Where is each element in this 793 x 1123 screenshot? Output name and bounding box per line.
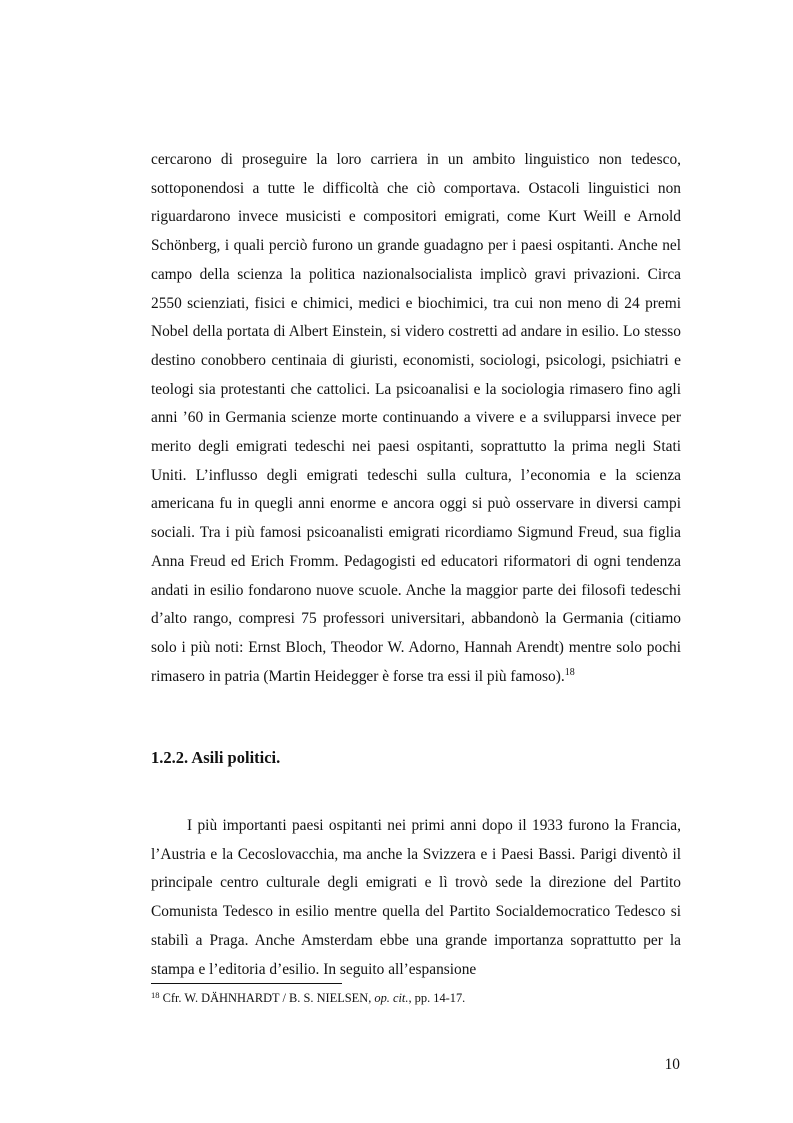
body-paragraph bbox=[151, 146, 681, 691]
section-heading: 1.2.2. Asili politici. bbox=[151, 748, 281, 767]
footnote-pages: , pp. 14-17. bbox=[408, 991, 466, 1005]
footnote-citation-italic: op. cit. bbox=[374, 991, 409, 1005]
page-number: 10 bbox=[664, 1056, 680, 1073]
paragraph-text: cercarono di proseguire la loro carriera in un ambito linguistico non tedesco, sottoponendosi a tutte le difficoltà che ciò comportava. Ostacoli linguistici non riguardarono invece musicisti e compositori emigrati, come Kurt Weill e Arnold Schönberg, i quali perciò furono un grande guadagno per i paesi ospitanti. Anche nel campo della scienza la politica nazionalsocialista implicò gravi privazioni. Circa 2550 scienziati, fisici e chimici, medici e biochimici, tra cui non meno di 24 premi Nobel della portata di Albert Einstein, si videro costretti ad andare in esilio. Lo stesso destino conobbero centinaia di giuristi, economisti, sociologi, psicologi, psichiatri e teologi sia protestanti che cattolici. La psicoanalisi e la sociologia rimasero fino agli anni ’60 in Germania scienze morte continuando a vivere e a svilupparsi invece per merito degli emigrati tedeschi nei paesi ospitanti, soprattutto la prima negli Stati Uniti. L’influsso degli emigrati tedeschi sulla cultura, l’economia e la scienza americana fu in quegli anni enorme e ancora oggi si può osservare in diversi campi sociali. Tra i più famosi psicoanalisti emigrati ricordiamo Sigmund Freud, sua figlia Anna Freud ed Erich Fromm. Pedagogisti ed educatori riformatori di ogni tendenza andati in esilio fondarono nuove scuole. Anche la maggior parte dei filosofi tedeschi d’alto rango, compresi 75 professori universitari, abbandonò la Germania (citiamo solo i più noti: Ernst Bloch, Theodor W. Adorno, Hannah Arendt) mentre solo pochi rimasero in patria (Martin Heidegger è forse tra essi il più famoso). bbox=[151, 151, 681, 685]
body-paragraph bbox=[151, 812, 681, 984]
footnote-separator bbox=[151, 983, 342, 984]
footnote-reference[interactable]: 18 bbox=[564, 666, 575, 678]
footnote-number: 18 bbox=[151, 990, 160, 1000]
footnote bbox=[151, 990, 681, 1006]
paragraph-text: I più importanti paesi ospitanti nei primi anni dopo il 1933 furono la Francia, l’Austria e la Cecoslovacchia, ma anche la Svizzera e i Paesi Bassi. Parigi diventò il principale centro culturale degli emigrati e lì trovò sede la direzione del Partito Comunista Tedesco in esilio mentre quella del Partito Socialdemocratico Tedesco si stabilì a Praga. Anche Amsterdam ebbe una grande importanza soprattutto per la stampa e l’editoria d’esilio. In seguito all’espansione bbox=[151, 817, 681, 978]
footnote-text: Cfr. W. DÄHNHARDT / B. S. NIELSEN, bbox=[159, 991, 375, 1005]
